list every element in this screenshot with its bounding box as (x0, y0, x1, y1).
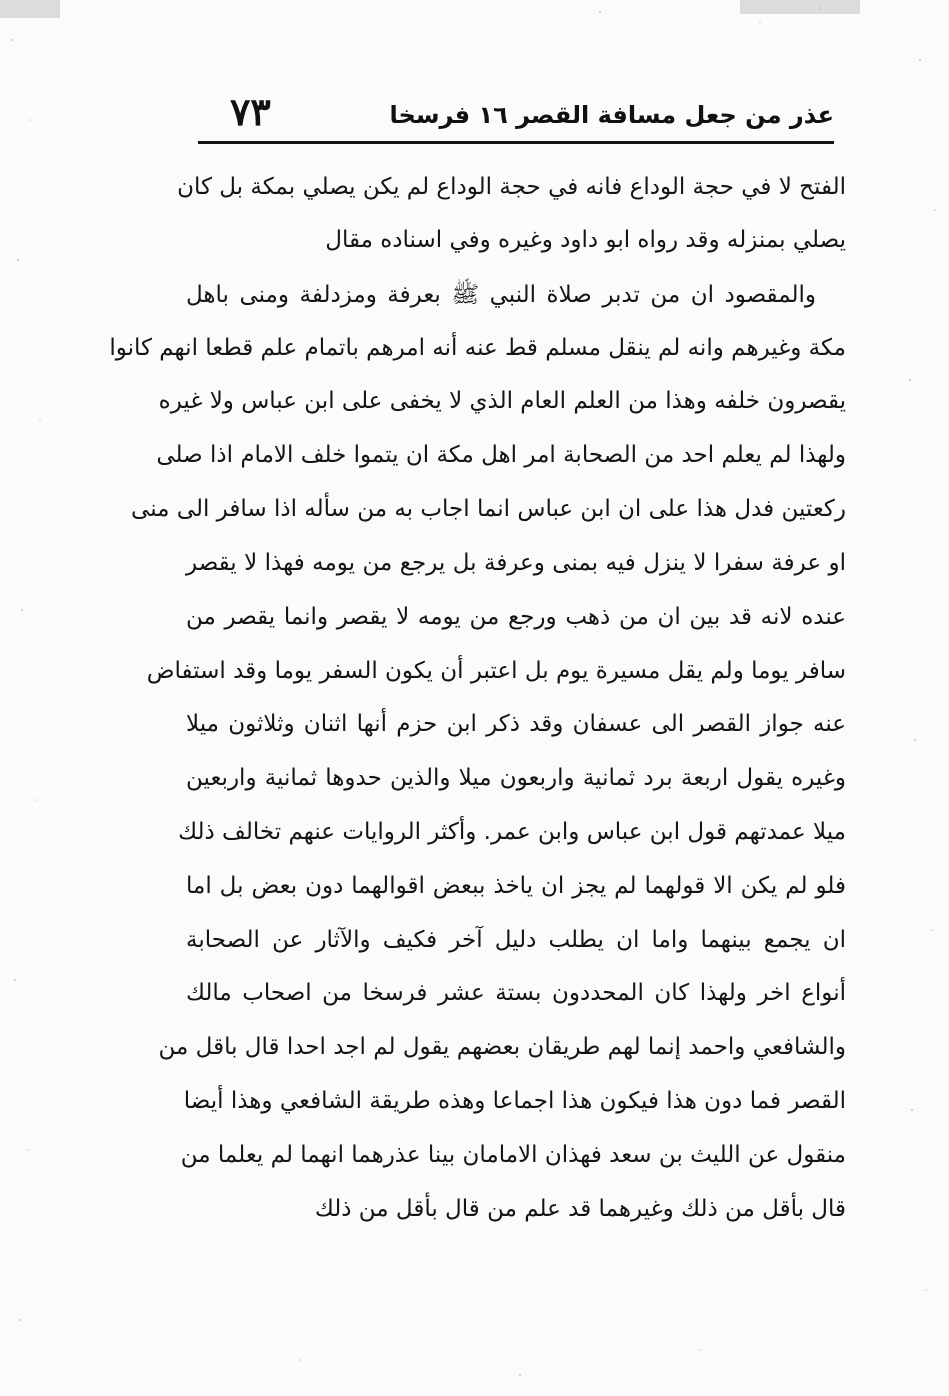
text-line: او عرفة سفرا لا ينزل فيه بمنى وعرفة بل يرجع من يومه فهذا لا يقصر (186, 550, 846, 576)
text-line: عنده لانه قد بين ان من ذهب ورجع من يومه لا يقصر وانما يقصر من (186, 604, 846, 630)
text-line: ان يجمع بينهما واما ان يطلب دليل آخر فكيف والآثار عن الصحابة (186, 927, 846, 953)
text-line: وغيره يقول اربعة برد ثمانية واربعون ميلا والذين حدوها ثمانية واربعين (186, 765, 846, 791)
text-line: الفتح لا في حجة الوداع فانه في حجة الوداع لم يكن يصلي بمكة بل كان (177, 174, 846, 200)
text-line: منقول عن الليث بن سعد فهذان الامامان بينا عذرهما انهما لم يعلما من (180, 1142, 846, 1168)
text-line: أنواع اخر ولهذا كان المحددون بستة عشر فرسخا من اصحاب مالك (186, 980, 846, 1006)
text-line: سافر يوما ولم يقل مسيرة يوم بل اعتبر أن يكون السفر يوما وقد استفاض (146, 658, 846, 684)
text-line: يقصرون خلفه وهذا من العلم العام الذي لا يخفى على ابن عباس ولا غيره (158, 388, 846, 414)
text-line: مكة وغيرهم وانه لم ينقل مسلم قط عنه أنه امرهم باتمام علم قطعا انهم كانوا (109, 335, 846, 361)
text-line: والمقصود ان من تدبر صلاة النبي ﷺ بعرفة ومزدلفة ومنى باهل (186, 282, 816, 308)
text-line: ركعتين فدل هذا على ان ابن عباس انما اجاب به من سأله اذا سافر الى منى (131, 496, 846, 522)
text-line: ميلا عمدتهم قول ابن عباس وابن عمر. وأكثر الروايات عنهم تخالف ذلك (178, 819, 846, 845)
text-line: يصلي بمنزله وقد رواه ابو داود وغيره وفي اسناده مقال (325, 227, 846, 253)
header-rule (198, 141, 834, 144)
page-number: ٧٣ (230, 89, 271, 134)
text-line: قال بأقل من ذلك وغيرهما قد علم من قال بأقل من ذلك (314, 1196, 846, 1222)
text-line: والشافعي واحمد إنما لهم طريقان بعضهم يقول لم اجد احدا قال باقل من (158, 1034, 846, 1060)
page-header (198, 86, 834, 142)
text-line: عنه جواز القصر الى عسفان وقد ذكر ابن حزم أنها اثنان وثلاثون ميلا (186, 711, 846, 737)
text-line: فلو لم يكن الا قولهما لم يجز ان ياخذ ببعض اقوالهما دون بعض بل اما (186, 873, 846, 899)
running-title: عذر من جعل مسافة القصر ١٦ فرسخا (389, 101, 834, 129)
text-line: القصر فما دون هذا فيكون هذا اجماعا وهذه طريقة الشافعي وهذا أيضا (183, 1088, 846, 1114)
text-line: ولهذا لم يعلم احد من الصحابة امر اهل مكة ان يتموا خلف الامام اذا صلى (156, 442, 846, 468)
body-text (109, 162, 846, 1252)
